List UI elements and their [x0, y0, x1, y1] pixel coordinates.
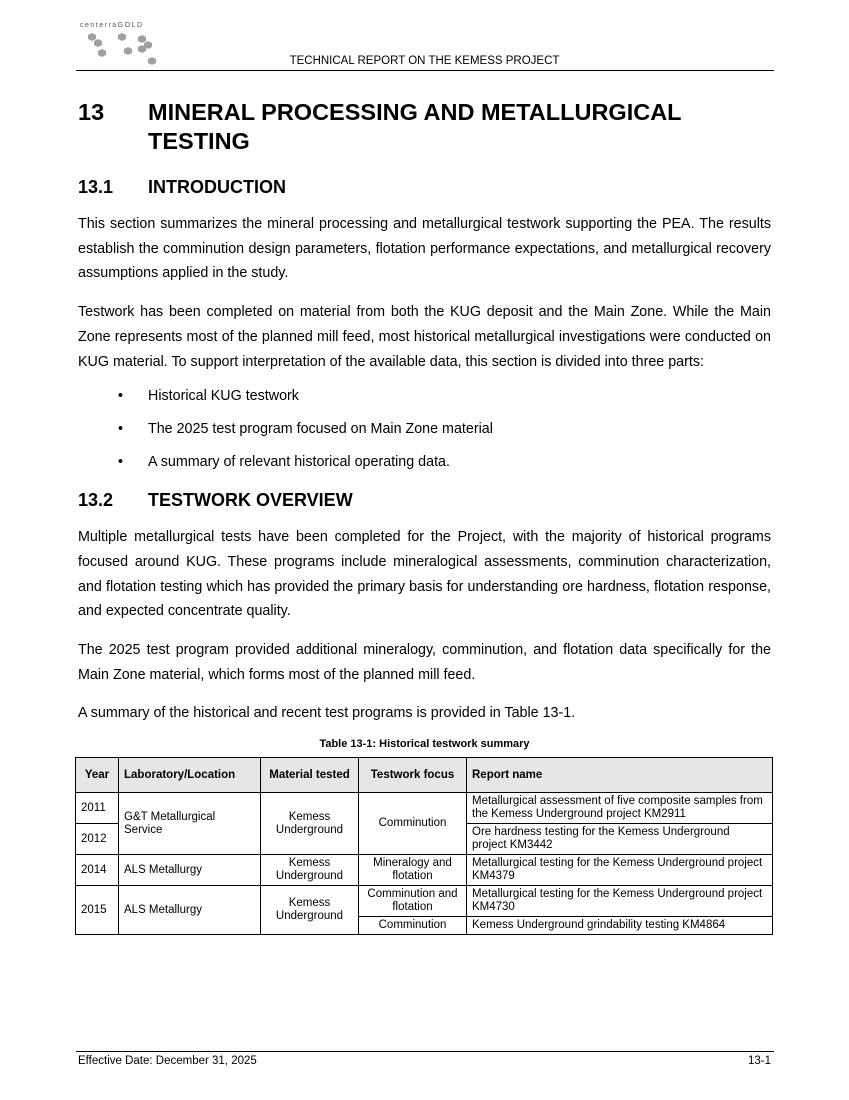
section-heading — [78, 98, 771, 156]
table-caption: Table 13-1: Historical testwork summary — [319, 738, 530, 751]
intro-paragraph-2: Testwork has been completed on material from both the KUG deposit and the Main Zone. While the Main Zone represents most of the planned mill feed, most historical metallurgical investigations were conducted on KUG material. To support interpretation of the available data, this section is divided into three parts: — [78, 304, 771, 370]
laboratory-cell: ALS Metallurgy — [119, 886, 261, 935]
focus-cell: Mineralogy and flotation — [359, 855, 467, 886]
column-header-laboratory: Laboratory/Location — [119, 758, 261, 793]
table-row — [76, 886, 773, 917]
footer-divider — [76, 1051, 774, 1052]
overview-paragraph-3: A summary of the historical and recent test programs is provided in Table 13-1. — [78, 705, 576, 722]
subsection-title: TESTWORK OVERVIEW — [148, 490, 353, 511]
testwork-summary-table — [75, 757, 773, 935]
overview-paragraph-2: The 2025 test program provided additional mineralogy, comminution, and flotation data specifically for the Main Zone material, which forms most of the planned mill feed. — [78, 642, 771, 683]
overview-paragraph-1: Multiple metallurgical tests have been completed for the Project, with the majority of historical programs focused around KUG. These programs include mineralogical assessments, comminution characterization, and flotation testing which has provided the primary basis for understanding ore hardness, flotation response, and expected concentrate quality. — [78, 529, 771, 620]
subsection-number: 13.1 — [78, 177, 114, 197]
list-item: • The 2025 test program focused on Main Zone material — [148, 413, 771, 446]
focus-cell: Comminution — [359, 917, 467, 935]
column-header-focus: Testwork focus — [359, 758, 467, 793]
subsection-title: INTRODUCTION — [148, 177, 286, 197]
table-header-row — [76, 758, 773, 793]
effective-date: Effective Date: December 31, 2025 — [78, 1055, 257, 1067]
list-item: • A summary of relevant historical operating data. — [148, 446, 771, 479]
report-cell: Metallurgical testing for the Kemess Underground project KM4379 — [467, 855, 773, 886]
report-cell: Kemess Underground grindability testing KM4864 — [467, 917, 773, 935]
table-row — [76, 793, 773, 824]
section-number: 13 — [78, 99, 105, 125]
section-title: MINERAL PROCESSING AND METALLURGICAL TESTING — [148, 99, 682, 154]
laboratory-cell: ALS Metallurgy — [119, 855, 261, 886]
laboratory-cell: G&T Metallurgical Service — [119, 793, 261, 855]
page-content — [78, 98, 771, 935]
header-divider — [76, 70, 774, 71]
column-header-report: Report name — [467, 758, 773, 793]
column-header-year: Year — [76, 758, 119, 793]
logo-text: centerraGOLD — [80, 22, 144, 29]
document-header-title: TECHNICAL REPORT ON THE KEMESS PROJECT — [289, 55, 560, 67]
year-cell: 2015 — [76, 886, 119, 935]
material-cell: Kemess Underground — [261, 793, 359, 855]
year-cell: 2012 — [76, 824, 119, 855]
focus-cell: Comminution and flotation — [359, 886, 467, 917]
intro-paragraph-1: This section summarizes the mineral processing and metallurgical testwork supporting the PEA. The results establish the comminution design parameters, flotation performance expectations, and metallurgical recovery assumptions applied in the study. — [78, 216, 771, 282]
year-cell: 2014 — [76, 855, 119, 886]
intro-bullet-list — [78, 380, 771, 479]
report-cell: Metallurgical testing for the Kemess Underground project KM4730 — [467, 886, 773, 917]
subsection-heading-introduction — [78, 176, 771, 198]
year-cell: 2011 — [76, 793, 119, 824]
table-row — [76, 855, 773, 886]
subsection-heading-testwork-overview — [78, 489, 771, 511]
subsection-number: 13.2 — [78, 490, 114, 511]
list-item: • Historical KUG testwork — [148, 380, 771, 413]
column-header-material: Material tested — [261, 758, 359, 793]
report-cell: Metallurgical assessment of five composite samples from the Kemess Underground project KM2911 — [467, 793, 773, 824]
page-number: 13-1 — [747, 1055, 771, 1067]
material-cell: Kemess Underground — [261, 855, 359, 886]
focus-cell: Comminution — [359, 793, 467, 855]
report-cell: Ore hardness testing for the Kemess Underground project KM3442 — [467, 824, 773, 855]
material-cell: Kemess Underground — [261, 886, 359, 935]
